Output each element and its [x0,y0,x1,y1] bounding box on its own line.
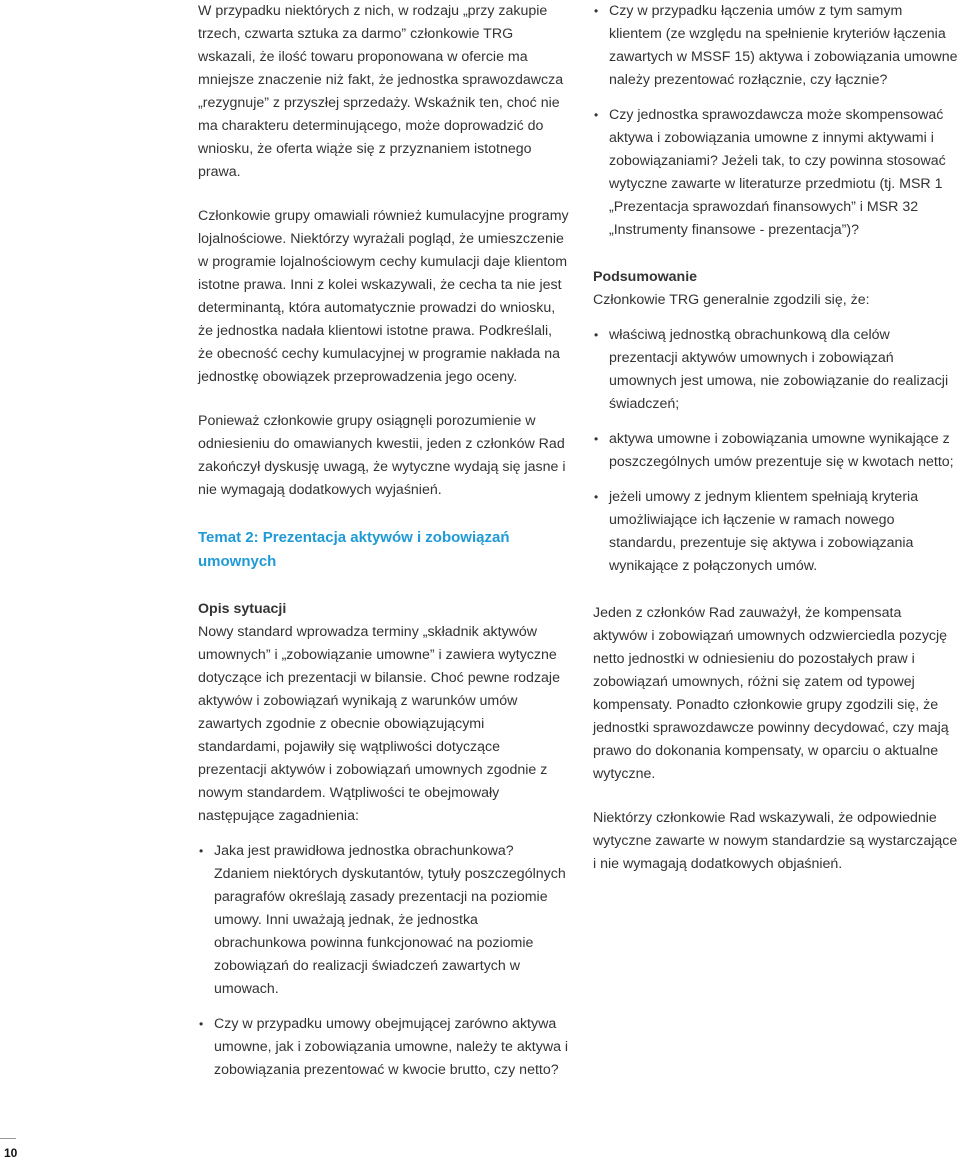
page-number: 10 [4,1146,18,1160]
right-column [593,0,959,876]
list-item-text: Czy w przypadku umowy obejmującej zarówno aktywa umowne, jak i zobowiązania umowne, należy te aktywa i zobowiązania prezentować w kwocie brutto, czy netto? [214,1016,569,1078]
list-item [593,428,959,474]
list-item-text: właściwą jednostką obrachunkową dla celów prezentacji aktywów umownych i zobowiązań umownych jest umowa, nie zobowiązanie do realizacji świadczeń; [609,327,949,412]
list-item-text: Czy w przypadku łączenia umów z tym samym klientem (ze względu na spełnienie kryteriów łączenia zawartych w MSSF 15) aktywa i zobowiązania umowne należy prezentować rozłącznie, czy łącznie? [609,3,958,88]
list-item-text: aktywa umowne i zobowiązania umowne wynikające z poszczególnych umów prezentuje się w kwotach netto; [609,431,954,470]
bullet-icon: • [594,432,599,446]
list-item [198,1013,570,1082]
bullet-icon: • [199,844,204,858]
left-column [198,0,570,1082]
right-paragraph-1: Jeden z członków Rad zauważył, że kompensata aktywów i zobowiązań umownych odzwierciedla pozycję netto jednostki w odniesieniu do pozostałych praw i zobowiązań umownych, różni się zatem od typowej kompensaty. Ponadto członkowie grupy zgodzili się, że jednostki sprawozdawcze powinny decydować, czy mają prawo do dokonania kompensaty, w oparciu o aktualne wytyczne. [593,605,949,782]
bullet-icon: • [594,490,599,504]
list-item-text: jeżeli umowy z jednym klientem spełniają kryteria umożliwiające ich łączenie w ramach nowego standardu, prezentuje się aktywa i zobowiązania wynikające z połączonych umów. [609,489,919,574]
subhead-podsumowanie: Podsumowanie [593,269,698,285]
right-top-bullet-list [593,0,959,242]
left-paragraph-4: Nowy standard wprowadza terminy „składnik aktywów umownych” i „zobowiązanie umowne” i zawiera wytyczne dotyczące ich prezentacji w bilansie. Choć pewne rodzaje aktywów i zobowiązań wynikają z warunków umów zawartych zgodnie z obecnie obowiązującymi standardami, pojawiły się wątpliwości dotyczące prezentacji aktywów i zobowiązań umownych zgodnie z nowym standardem. Wątpliwości te obejmowały następujące zagadnienia: [198,624,560,824]
left-paragraph-2: Członkowie grupy omawiali również kumulacyjne programy lojalnościowe. Niektórzy wyrażali pogląd, że umieszczenie w programie lojalnościowym cechy kumulacji daje klientom istotne prawa. Inni z kolei wskazywali, że cecha ta nie jest determinantą, która automatycznie prowadzi do wniosku, że jednostka nadała klientowi istotne prawa. Podkreślali, że obecność cechy kumulacyjnej w programie nakłada na jednostkę obowiązek przeprowadzenia jego oceny. [198,208,569,385]
left-paragraph-3: Ponieważ członkowie grupy osiągnęli porozumienie w odniesieniu do omawianych kwestii, jeden z członków Rad zakończył dyskusję uwagą, że wytyczne wydają się jasne i nie wymagają dodatkowych wyjaśnień. [198,413,566,498]
list-item [593,324,959,416]
summary-intro: Członkowie TRG generalnie zgodzili się, że: [593,292,870,308]
bullet-icon: • [199,1017,204,1031]
list-item-text: Czy jednostka sprawozdawcza może skompensować aktywa i zobowiązania umowne z innymi aktywami i zobowiązaniami? Jeżeli tak, to czy powinna stosować wytyczne zawarte w literaturze przedmiotu (tj. MSR 1 „Prezentacja sprawozdań finansowych” i MSR 32 „Instrumenty finansowe - prezentacja”)? [609,107,946,238]
left-paragraph-1: W przypadku niektórych z nich, w rodzaju „przy zakupie trzech, czwarta sztuka za darmo” członkowie TRG wskazali, że ilość towaru proponowana w ofercie ma mniejsze znaczenie niż fakt, że jednostka sprawozdawcza „rezygnuje” z przyszłej sprzedaży. Wskaźnik ten, choć nie ma charakteru determinującego, może doprowadzić do wniosku, że oferta wiąże się z przyznaniem istotnego prawa. [198,3,564,180]
section-title: Temat 2: Prezentacja aktywów i zobowiązań umownych [198,529,510,570]
bullet-icon: • [594,328,599,342]
list-item [593,104,959,242]
list-item [593,0,959,92]
right-paragraph-2: Niektórzy członkowie Rad wskazywali, że odpowiednie wytyczne zawarte w nowym standardzie są wystarczające i nie wymagają dodatkowych objaśnień. [593,810,958,872]
bullet-icon: • [594,108,599,122]
page-number-rule [0,1138,16,1139]
summary-bullet-list [593,324,959,578]
list-item-text: Jaka jest prawidłowa jednostka obrachunkowa? Zdaniem niektórych dyskutantów, tytuły poszczególnych paragrafów określają zasady prezentacji na poziomie umowy. Inni uważają jednak, że jednostka obrachunkowa powinna funkcjonować na poziomie zobowiązań do realizacji świadczeń zawartych w umowach. [214,843,566,997]
list-item [593,486,959,578]
subhead-opis-sytuacji: Opis sytuacji [198,601,287,617]
bullet-icon: • [594,4,599,18]
list-item [198,840,570,1001]
left-bullet-list [198,840,570,1082]
